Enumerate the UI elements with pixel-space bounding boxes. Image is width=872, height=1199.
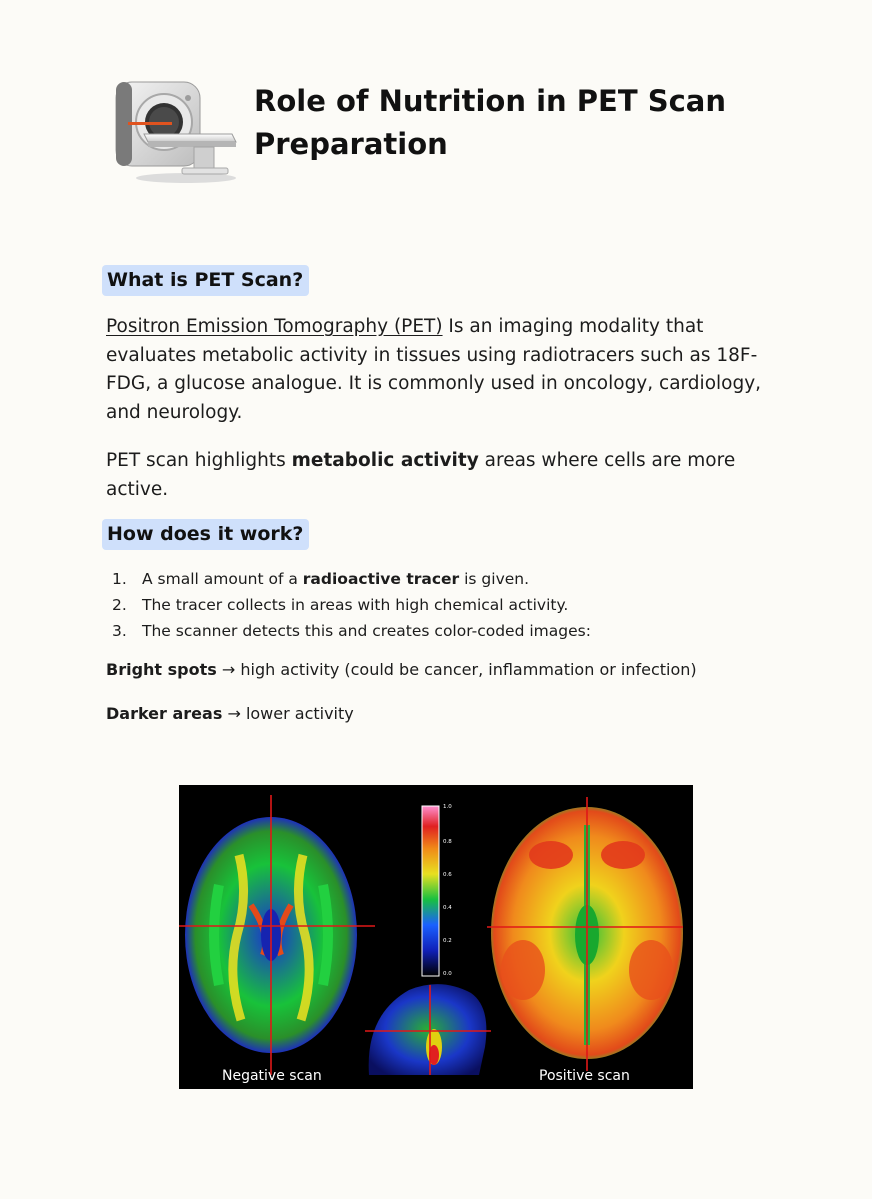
pet-highlight-paragraph	[106, 447, 786, 504]
pet-scanner-icon	[108, 76, 244, 186]
sagittal-scan	[369, 984, 487, 1075]
colorbar-tick: 0.6	[443, 872, 452, 878]
list-item	[106, 566, 786, 592]
pet-scan-comparison-image	[179, 785, 693, 1089]
step-text: The tracer collects in areas with high chemical activity.	[142, 596, 569, 614]
step-text-post: is given.	[459, 570, 530, 588]
step-number: 1.	[112, 570, 127, 588]
pet-scan-illustration	[179, 785, 693, 1089]
colorbar	[422, 804, 452, 977]
step-text: A small amount of a	[142, 570, 303, 588]
section-heading-what-is-pet: What is PET Scan?	[102, 265, 309, 296]
highlight-text-bold: metabolic activity	[291, 450, 479, 471]
header	[108, 72, 808, 192]
positive-scan-caption: Positive scan	[539, 1068, 630, 1084]
step-text: The scanner detects this and creates color-coded images:	[142, 622, 591, 640]
pet-definition-paragraph	[106, 313, 786, 427]
step-bold: radioactive tracer	[302, 570, 460, 588]
colorbar-tick: 1.0	[443, 804, 452, 810]
bright-spots-text: → high activity (could be cancer, inflammation or infection)	[216, 660, 697, 679]
highlight-text-post: areas where cells are more active.	[106, 450, 736, 500]
list-item	[106, 592, 786, 618]
darker-areas-label: Darker areas	[106, 704, 223, 723]
pet-definition-text: Is an imaging modality that evaluates metabolic activity in tissues using radiotracers such as 18F-FDG, a glucose analogue. It is commonly used in oncology, cardiology, and neurology.	[106, 316, 762, 423]
negative-scan-caption: Negative scan	[222, 1068, 322, 1084]
colorbar-tick: 0.8	[443, 839, 452, 845]
bright-spots-label: Bright spots	[106, 660, 217, 679]
darker-areas-text: → lower activity	[222, 704, 354, 723]
darker-areas-note	[106, 702, 354, 726]
highlight-text-pre: PET scan highlights	[106, 450, 292, 471]
page-title: Role of Nutrition in PET Scan Preparation	[254, 84, 727, 161]
section-heading-how-it-works: How does it work?	[102, 519, 309, 550]
step-number: 2.	[112, 596, 127, 614]
pet-term: Positron Emission Tomography (PET)	[106, 316, 443, 337]
bright-spots-note	[106, 658, 697, 682]
steps-list	[106, 566, 786, 644]
list-item	[106, 618, 786, 644]
step-number: 3.	[112, 622, 127, 640]
colorbar-tick: 0.2	[443, 938, 452, 944]
colorbar-tick: 0.0	[443, 971, 452, 977]
colorbar-tick: 0.4	[443, 905, 452, 911]
